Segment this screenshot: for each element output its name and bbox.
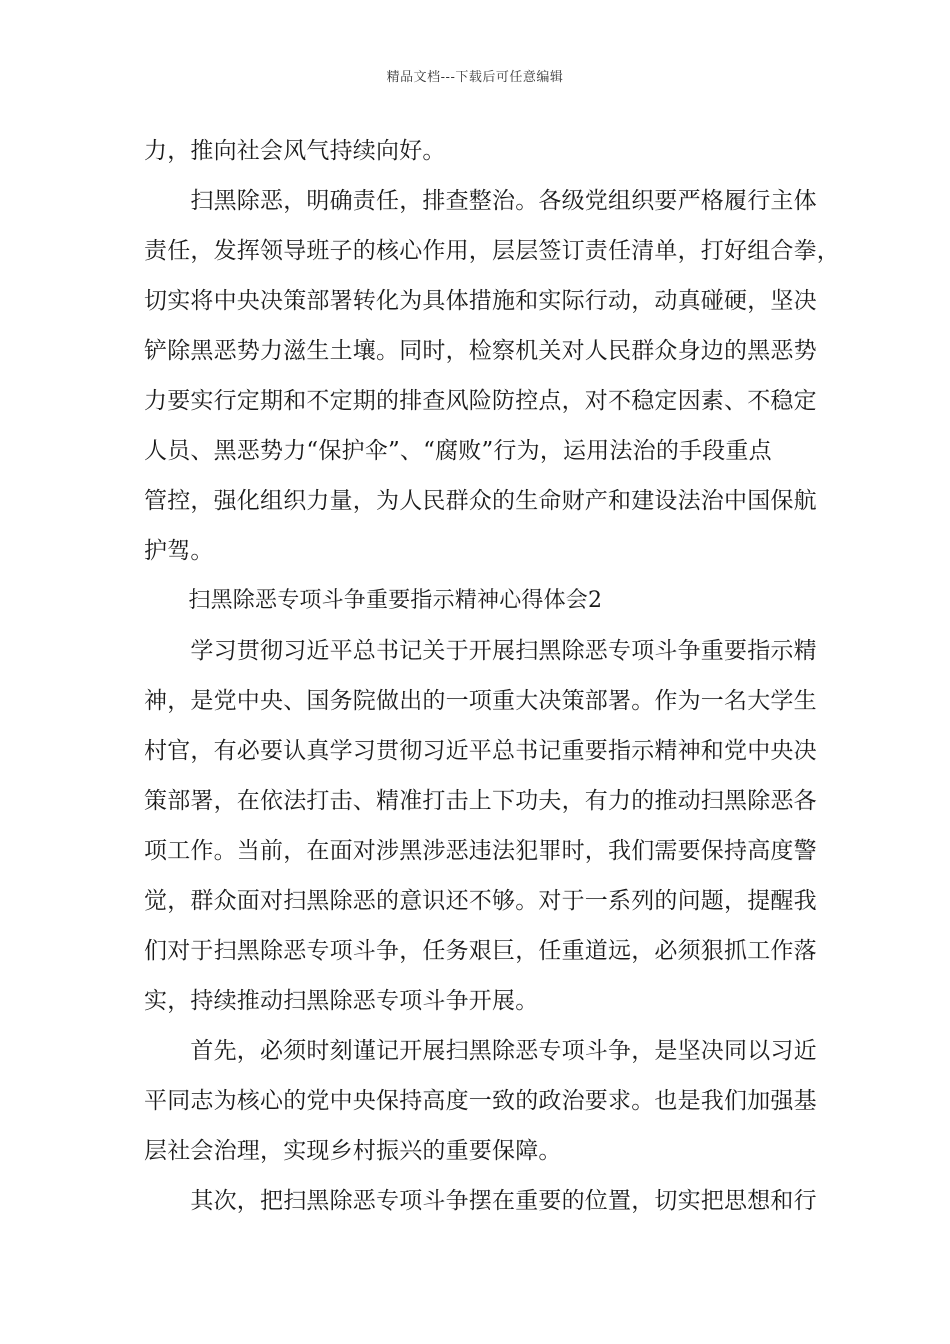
text-line: 项工作。当前，在面对涉黑涉恶违法犯罪时，我们需要保持高度警 [144,838,817,864]
text-line: 平同志为核心的党中央保持高度一致的政治要求。也是我们加强基 [144,1088,817,1114]
text-line: 实，持续推动扫黑除恶专项斗争开展。 [144,988,539,1014]
text-line: 们对于扫黑除恶专项斗争，任务艰巨，任重道远，必须狠抓工作落 [144,938,817,964]
text-line: 村官，有必要认真学习贯彻习近平总书记重要指示精神和党中央决 [144,738,817,764]
text-line: 觉，群众面对扫黑除恶的意识还不够。对于一系列的问题，提醒我 [144,888,817,914]
text-line: 责任，发挥领导班子的核心作用，层层签订责任清单，打好组合拳， [144,238,840,264]
text-line: 其次，把扫黑除恶专项斗争摆在重要的位置，切实把思想和行 [144,1188,817,1214]
text-line: 人员、黑恶势力“保护伞”、“腐败”行为，运用法治的手段重点 [144,438,772,464]
text-line: 力，推向社会风气持续向好。 [144,138,446,164]
text-line: 学习贯彻习近平总书记关于开展扫黑除恶专项斗争重要指示精 [144,638,817,664]
text-line: 层社会治理，实现乡村振兴的重要保障。 [144,1138,562,1164]
page-header: 精品文档---下载后可任意编辑 [386,70,564,85]
text-line: 策部署，在依法打击、精准打击上下功夫，有力的推动扫黑除恶各 [144,788,817,814]
text-line: 力要实行定期和不定期的排查风险防控点，对不稳定因素、不稳定 [144,388,817,414]
text-line: 首先，必须时刻谨记开展扫黑除恶专项斗争，是坚决同以习近 [144,1038,817,1064]
text-line: 护驾。 [144,538,214,564]
section-subtitle: 扫黑除恶专项斗争重要指示精神心得体会2 [144,588,603,613]
text-line: 扫黑除恶，明确责任，排查整治。各级党组织要严格履行主体 [144,188,817,214]
text-line: 铲除黑恶势力滋生土壤。同时，检察机关对人民群众身边的黑恶势 [144,338,817,364]
text-line: 管控，强化组织力量，为人民群众的生命财产和建设法治中国保航 [144,488,817,514]
text-line: 神，是党中央、国务院做出的一项重大决策部署。作为一名大学生 [144,688,817,714]
text-line: 切实将中央决策部署转化为具体措施和实际行动，动真碰硬，坚决 [144,288,817,314]
